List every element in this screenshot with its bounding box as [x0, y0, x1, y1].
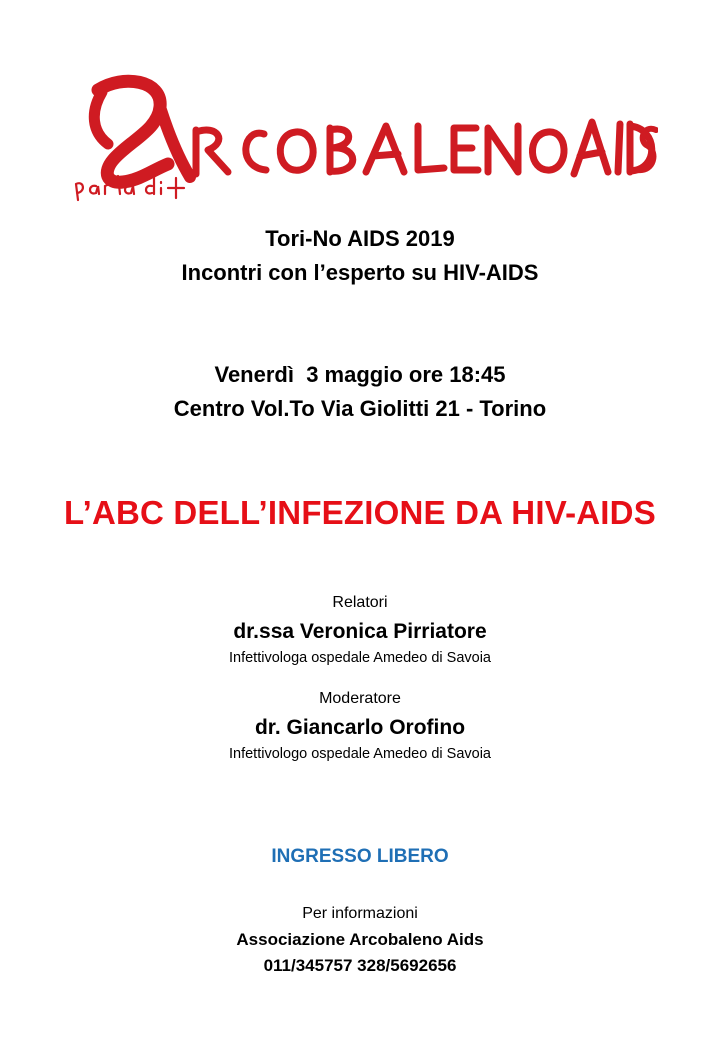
relatori-label: Relatori	[332, 594, 388, 611]
logo-graphic	[68, 72, 658, 207]
event-venue: Centro Vol.To Via Giolitti 21 - Torino	[173, 396, 547, 421]
event-date-time: Venerdì 3 maggio ore 18:45	[214, 362, 506, 387]
series-title: Tori-No AIDS 2019	[265, 226, 455, 251]
moderatore-label: Moderatore	[319, 690, 401, 707]
relatore-name: dr.ssa Veronica Pirriatore	[233, 620, 487, 643]
moderatore-name: dr. Giancarlo Orofino	[254, 716, 466, 739]
contacts-phones: 011/345757 328/5692656	[263, 956, 457, 975]
contacts-label: Per informazioni	[302, 905, 418, 922]
arcobaleno-aids-logo	[68, 72, 658, 207]
admission-text: INGRESSO LIBERO	[271, 846, 449, 867]
relatore-role: Infettivologa ospedale Amedeo di Savoia	[229, 650, 491, 666]
series-header	[0, 222, 720, 290]
contacts-section	[0, 903, 720, 979]
speakers-section	[0, 592, 720, 764]
event-title: L’ABC DELL’INFEZIONE DA HIV-AIDS	[64, 494, 656, 531]
contacts-organization: Associazione Arcobaleno Aids	[236, 930, 484, 949]
moderatore-role: Infettivologo ospedale Amedeo di Savoia	[229, 746, 491, 762]
series-subtitle: Incontri con l’esperto su HIV-AIDS	[181, 260, 539, 285]
event-details	[0, 358, 720, 426]
